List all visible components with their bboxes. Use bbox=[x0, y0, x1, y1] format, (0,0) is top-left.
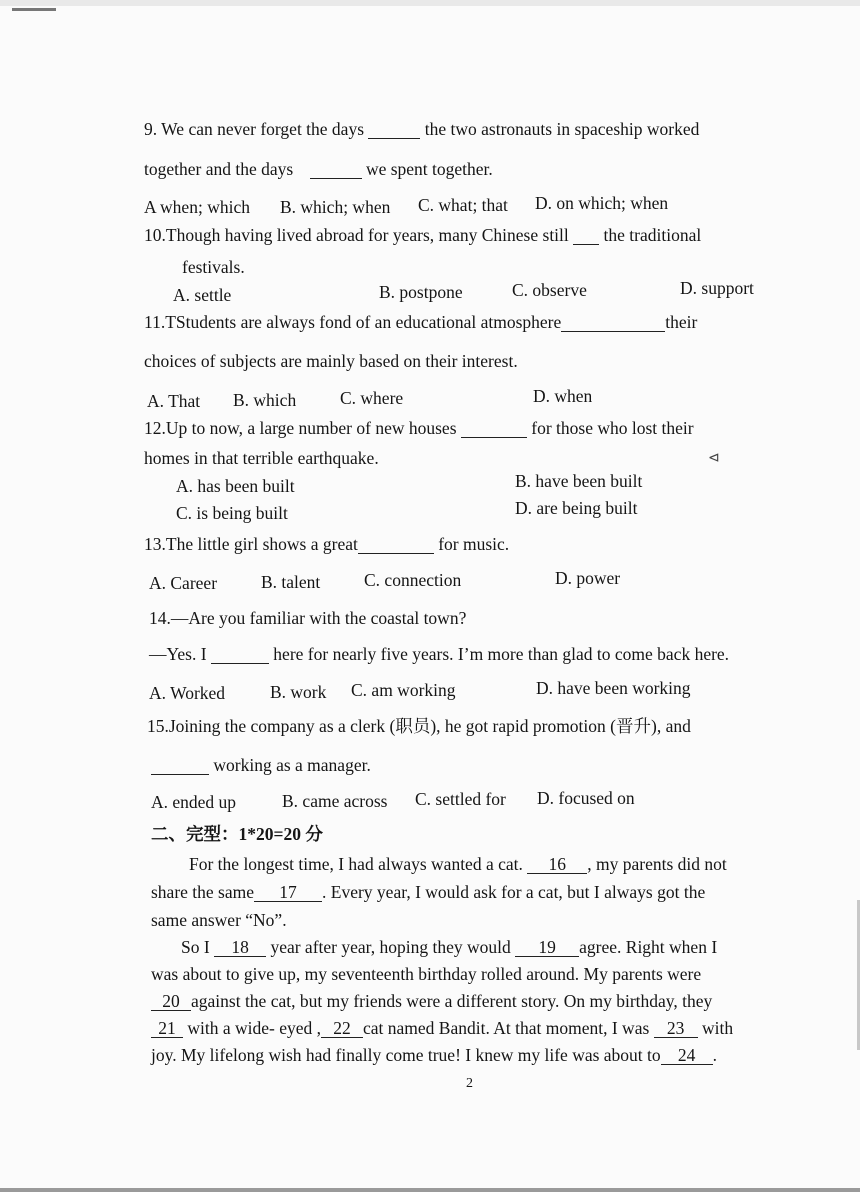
blank-17: 17 bbox=[254, 883, 322, 902]
q12-line2: homes in that terrible earthquake. bbox=[144, 448, 379, 468]
q14-line1: 14.—Are you familiar with the coastal town? bbox=[149, 608, 467, 628]
q12-option-d: D. are being built bbox=[515, 498, 638, 518]
passage-line: was about to give up, my seventeenth birthday rolled around. My parents were bbox=[151, 964, 702, 984]
q11-option-b: B. which bbox=[233, 390, 297, 410]
q11-option-a: A. That bbox=[147, 391, 201, 411]
passage-line: So I 18 year after year, hoping they would 19 agree. Right when I bbox=[181, 937, 718, 957]
q13-option-c: C. connection bbox=[364, 570, 462, 590]
q9-blank2 bbox=[310, 160, 362, 179]
q9-line2: together and the days we spent together. bbox=[144, 159, 493, 179]
q15-option-b: B. came across bbox=[282, 791, 388, 811]
passage-line: same answer “No”. bbox=[151, 910, 287, 930]
passage-line: For the longest time, I had always wanted a cat. 16 , my parents did not bbox=[189, 854, 727, 874]
blank-23: 23 bbox=[654, 1019, 698, 1038]
q12-blank bbox=[461, 419, 527, 438]
q9-option-d: D. on which; when bbox=[535, 193, 669, 213]
section-heading: 二、完型：1*20=20 分 bbox=[151, 824, 323, 844]
q10-option-c: C. observe bbox=[512, 280, 587, 300]
blank-24: 24 bbox=[661, 1046, 713, 1065]
q11-option-c: C. where bbox=[340, 388, 404, 408]
q15-option-c: C. settled for bbox=[415, 789, 506, 809]
passage-line: 21 with a wide- eyed , 22 cat named Bandit. At that moment, I was 23 with bbox=[151, 1017, 733, 1039]
q15-option-a: A. ended up bbox=[151, 792, 237, 812]
q15-line2: working as a manager. bbox=[151, 754, 371, 776]
q15-option-d: D. focused on bbox=[537, 788, 635, 808]
blank-16: 16 bbox=[527, 855, 587, 874]
q11-line2: choices of subjects are mainly based on their interest. bbox=[144, 351, 518, 371]
q13-option-b: B. talent bbox=[261, 572, 321, 592]
q9-option-a: A when; which bbox=[144, 197, 250, 217]
scan-edge-top bbox=[0, 0, 860, 6]
q10-option-a: A. settle bbox=[173, 285, 232, 305]
q15-blank bbox=[151, 756, 209, 775]
q13-option-d: D. power bbox=[555, 568, 621, 588]
q10-option-d: D. support bbox=[680, 278, 754, 298]
passage-line: joy. My lifelong wish had finally come true! I knew my life was about to 24 . bbox=[151, 1045, 718, 1065]
q14-blank bbox=[211, 645, 269, 664]
blank-19: 19 bbox=[515, 938, 579, 957]
q10-option-b: B. postpone bbox=[379, 282, 463, 302]
q14-option-b: B. work bbox=[270, 682, 327, 702]
blank-22: 22 bbox=[321, 1019, 363, 1038]
q13-line1: 13.The little girl shows a great for music. bbox=[144, 534, 510, 554]
scan-doodle: ⊲ bbox=[708, 451, 720, 466]
q10-blank bbox=[573, 226, 599, 245]
q11-blank bbox=[561, 313, 665, 332]
page-number: 2 bbox=[466, 1076, 473, 1091]
q13-blank bbox=[358, 535, 434, 554]
q9-option-c: C. what; that bbox=[418, 195, 508, 215]
q15-line1: 15.Joining the company as a clerk (职员), he got rapid promotion (晋升), and bbox=[147, 716, 691, 736]
q12-option-c: C. is being built bbox=[176, 503, 288, 523]
q12-line1: 12.Up to now, a large number of new houses for those who lost their bbox=[144, 418, 694, 438]
scan-edge-bottom bbox=[0, 1188, 860, 1192]
q14-option-c: C. am working bbox=[351, 680, 456, 700]
blank-18: 18 bbox=[214, 938, 266, 957]
q14-option-a: A. Worked bbox=[149, 683, 226, 703]
q13-option-a: A. Career bbox=[149, 573, 218, 593]
q11-option-d: D. when bbox=[533, 386, 593, 406]
scan-mark bbox=[12, 8, 56, 11]
q11-line1: 11.TStudents are always fond of an educational atmosphere their bbox=[144, 312, 698, 332]
q9-line1: 9. We can never forget the days the two astronauts in spaceship worked bbox=[144, 119, 700, 139]
q10-line1: 10.Though having lived abroad for years, many Chinese still the traditional bbox=[144, 225, 702, 245]
q14-option-d: D. have been working bbox=[536, 678, 691, 698]
blank-20: 20 bbox=[151, 992, 191, 1011]
q12-option-a: A. has been built bbox=[176, 476, 295, 496]
q10-line2: festivals. bbox=[182, 257, 245, 277]
passage-line: 20 against the cat, but my friends were a different story. On my birthday, they bbox=[151, 990, 712, 1012]
blank-21: 21 bbox=[151, 1019, 183, 1038]
q12-option-b: B. have been built bbox=[515, 471, 643, 491]
q9-option-b: B. which; when bbox=[280, 197, 391, 217]
q9-blank1 bbox=[368, 120, 420, 139]
q14-line2: —Yes. I here for nearly five years. I’m more than glad to come back here. bbox=[149, 644, 730, 664]
passage-line: share the same 17 . Every year, I would ask for a cat, but I always got the bbox=[151, 882, 706, 902]
